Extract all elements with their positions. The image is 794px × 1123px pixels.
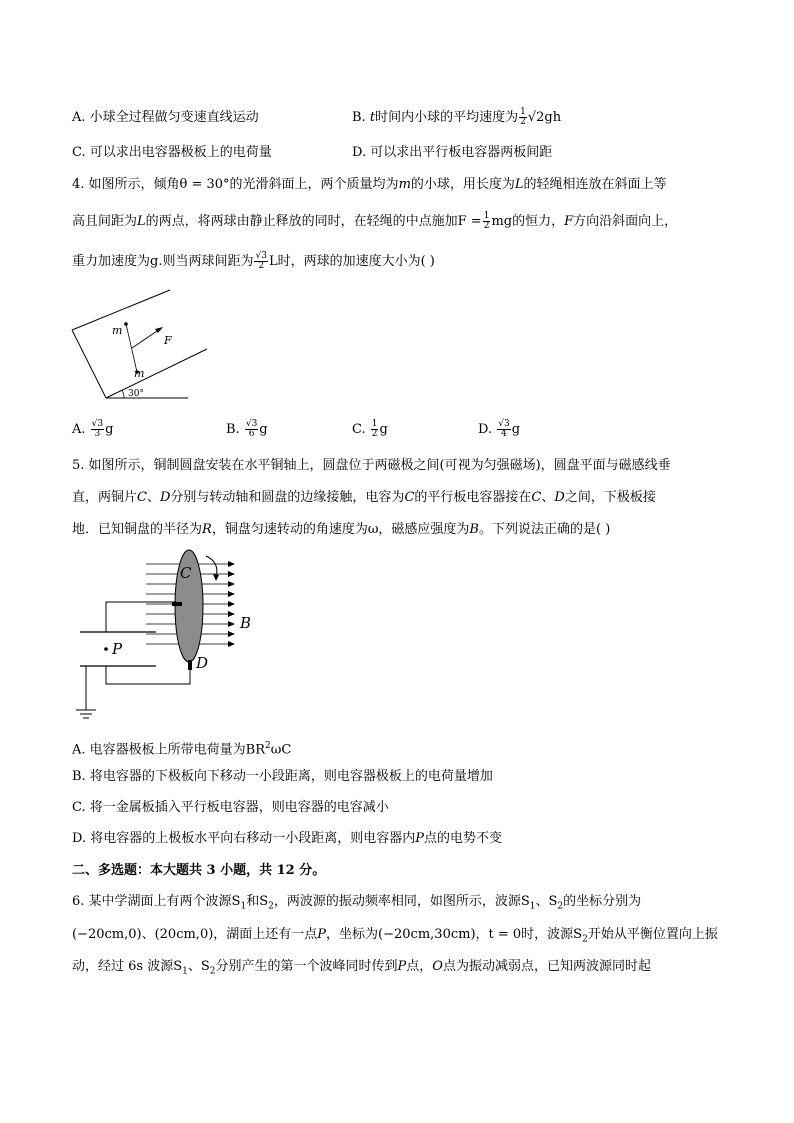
- q4-incline-figure: [68, 284, 218, 404]
- rope: [126, 324, 137, 372]
- wire-top: [106, 602, 176, 632]
- angle-label: 30°: [128, 389, 144, 399]
- ball-top-label: m: [112, 324, 123, 337]
- q3-option-b: [352, 108, 561, 128]
- q5-stem-line3: 地．已知铜盘的半径为R，铜盘匀速转动的角速度为ω，磁感应强度为B。下列说法正确的是( ): [72, 522, 611, 537]
- q4-stem-line2: 高且间距为L的两点，将两球由静止释放的同时，在轻绳的中点施加F = $\frac{1}{2}$ mg的恒力，F方向沿斜面向上，: [72, 211, 678, 231]
- brush-D: [188, 660, 192, 670]
- incline-slope: [106, 349, 207, 398]
- q5-stem-line2: 直，两铜片C、D分别与转动轴和圆盘的边缘接触，电容为C的平行板电容器接在C、D之间，下极板接: [72, 490, 656, 505]
- q3-option-b-sqrt: √2gh: [527, 110, 562, 125]
- q5-option-a: A. 电容器极板上所带电荷量为$BR^2\omega C$: [72, 741, 292, 758]
- q4-option-d: D. $\frac{√3}{4}$ g: [478, 419, 521, 439]
- q6-stem-line1: 6. 某中学湖面上有两个波源$S_1$和$S_2$，两波源的振动频率相同，如图所示，波源$S_1$、$S_2$的坐标分别为: [72, 894, 642, 912]
- force-arrow: [132, 329, 160, 348]
- q5-option-c: C. 将一金属板插入平行板电容器，则电容器的电容减小: [72, 800, 389, 815]
- q5-option-d: D. 将电容器的上极板水平向右移动一小段距离，则电容器内P点的电势不变: [72, 831, 502, 846]
- q5-stem-line1: 5. 如图所示，铜制圆盘安装在水平铜轴上，圆盘位于两磁极之间(可视为匀强磁场)，圆盘平面与磁感线垂: [72, 458, 671, 473]
- q5-disk-circuit-figure: [70, 548, 270, 726]
- incline-left-edge: [72, 330, 106, 398]
- q3-option-b-letter: B.: [352, 110, 370, 125]
- brush-C: [172, 602, 182, 606]
- label-P: P: [112, 640, 123, 658]
- q3-option-a: A. 小球全过程做匀变速直线运动: [72, 110, 259, 125]
- q5-option-b: B. 将电容器的下极板向下移动一小段距离，则电容器极板上的电荷量增加: [72, 769, 493, 784]
- rotation-arrowhead: [213, 574, 219, 581]
- q3-option-c: C. 可以求出电容器极板上的电荷量: [72, 145, 272, 160]
- section-title-multiple-choice: 二、多选题：本大题共 3 小题，共 12 分。: [72, 863, 326, 878]
- q4-option-b: B. $\frac{√3}{6}$ g: [226, 419, 268, 439]
- point-P: [104, 647, 108, 651]
- q3-option-b-text: 时间内小球的平均速度为: [375, 110, 519, 125]
- field-arrowheads: [228, 561, 235, 647]
- wire-bottom: [106, 666, 190, 684]
- label-B: B: [240, 614, 252, 632]
- q3-option-b-fraction: $\frac{1}{2}$: [520, 107, 526, 127]
- q6-stem-line2: (−20cm,0)、(20cm,0)，湖面上还有一点P，坐标为(−20cm,30cm)，t = 0时，波源$S_2$开始从平衡位置向上振: [72, 927, 718, 945]
- ball-bottom-label: m: [134, 367, 145, 380]
- q3-option-b-t: t: [369, 110, 376, 125]
- q3-option-d: D. 可以求出平行板电容器两板间距: [352, 145, 553, 160]
- angle-arc: [122, 390, 124, 398]
- label-C: C: [180, 564, 192, 582]
- ball-top: [124, 322, 128, 326]
- q4-stem-line1: 4. 如图所示，倾角θ = 30°的光滑斜面上，两个质量均为m的小球，用长度为L的轻绳相连放在斜面上等: [72, 177, 667, 192]
- q4-option-a: A. $\frac{√3}{3}$ g: [72, 419, 114, 439]
- label-D: D: [196, 654, 209, 672]
- q4-stem-line3: 重力加速度为g.则当两球间距为 $\frac{√3}{2}$ L时，两球的加速度大小为( ): [72, 251, 435, 271]
- force-label: F: [164, 334, 172, 347]
- q6-stem-line3: 动，经过 6s 波源$S_1$、$S_2$分别产生的第一个波峰同时传到P点，O点为振动减弱点，已知两波源同时起: [72, 959, 651, 977]
- q4-option-c: C. $\frac{1}{2}$ g: [352, 419, 388, 439]
